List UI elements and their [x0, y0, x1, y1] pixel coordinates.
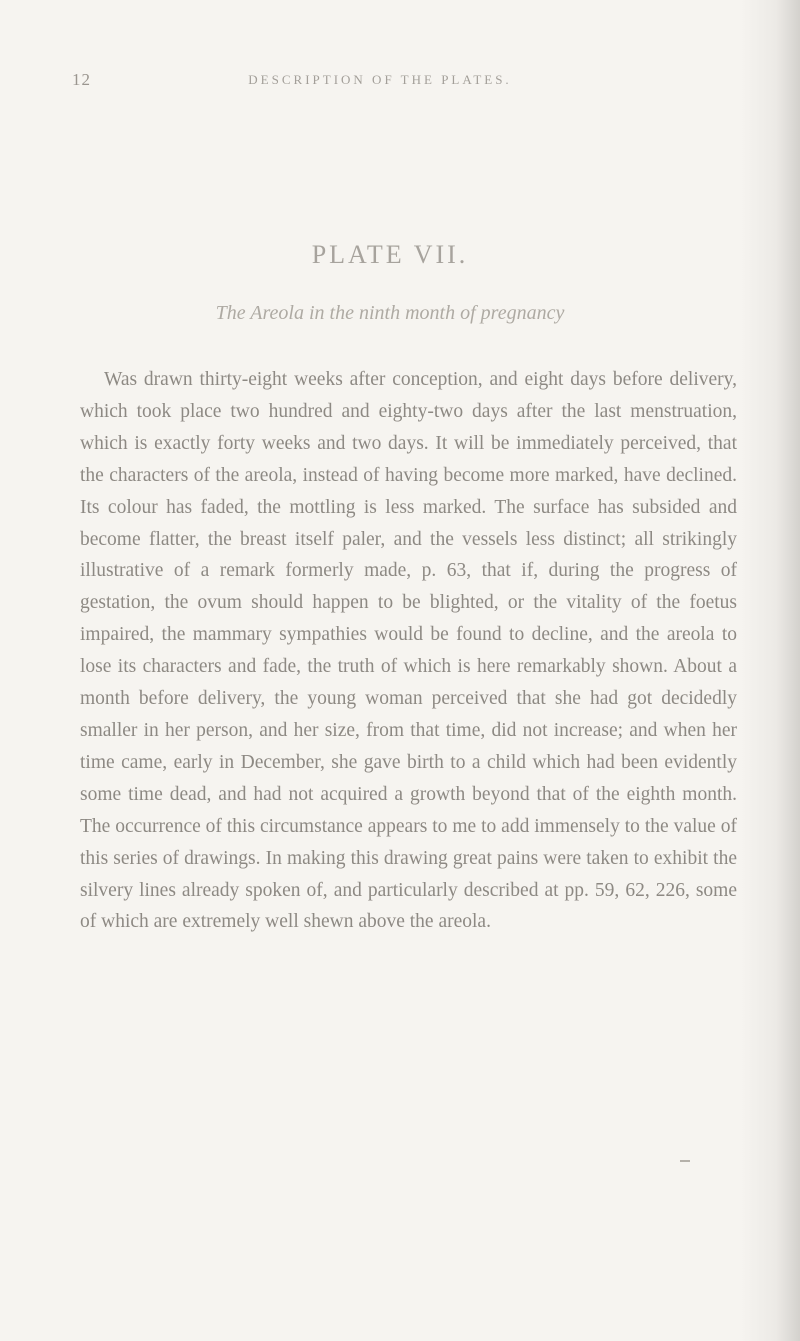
page-gutter-shadow: [740, 0, 800, 1341]
plate-title: PLATE VII.: [311, 240, 469, 269]
page-number: 12: [72, 70, 91, 89]
body-paragraph: Was drawn thirty-eight weeks after conception, and eight days before delivery, which took place two hundred and eighty-two days after the last menstruation, which is exactly forty weeks and two days. It will be immediately perceived, that the characters of the areola, instead of having become more marked, have declined. Its colour has faded, the mottling is less marked. The surface has subsided and become flatter, the breast itself paler, and the vessels less distinct; all strikingly illustrative of a remark formerly made, p. 63, that if, during the progress of gestation, the ovum should happen to be blighted, or the vitality of the foetus impaired, the mammary sympathies would be found to decline, and the areola to lose its characters and fade, the truth of which is here remarkably shown. About a month before delivery, the young woman perceived that she had got decidedly smaller in her person, and her size, from that time, did not increase; and when her time came, early in December, she gave birth to a child which had been evidently some time dead, and had not acquired a growth beyond that of the eighth month. The occurrence of this circumstance appears to me to add immensely to the value of this series of drawings. In making this drawing great pains were taken to exhibit the silvery lines already spoken of, and particularly described at pp. 59, 62, 226, some of which are extremely well shewn above the areola.: [80, 369, 737, 933]
plate-subtitle: The Areola in the ninth month of pregnancy: [215, 302, 565, 324]
running-head: DESCRIPTION OF THE PLATES.: [248, 72, 512, 87]
print-speck: [680, 1160, 690, 1162]
